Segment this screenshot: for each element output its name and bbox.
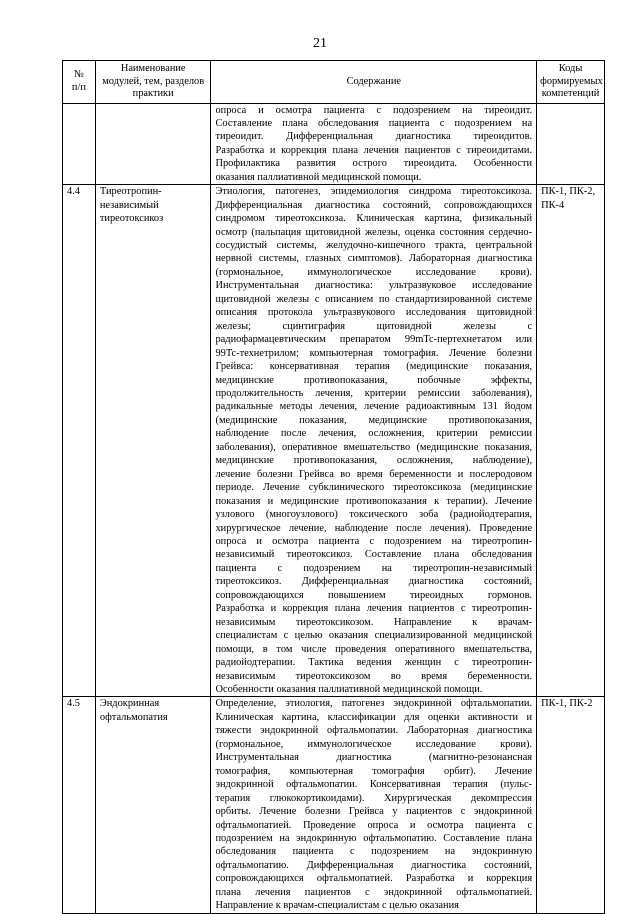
header-name-line: модулей, тем, разделов <box>102 75 205 87</box>
content-line: (гормональное, иммунологическое исследование крови). <box>215 738 533 750</box>
content-line: опроса и осмотра пациента с подозрением на тиреоидит. <box>215 104 533 116</box>
row-content <box>211 103 537 185</box>
row-competency-codes <box>537 103 605 185</box>
content-line: синдромом тиреотоксикоза. Клиническая картина, физикальный <box>215 213 533 225</box>
row-content <box>211 185 537 697</box>
content-line: тяжести эндокринной офтальмопатии. Лабораторная диагностика <box>215 725 533 737</box>
content-line: терапия глюкокортикоидами). Хирургическая декомпрессия <box>215 792 533 804</box>
table-row <box>63 103 605 185</box>
row-content <box>211 697 537 913</box>
content-line: Этиология, патогенез, эпидемиология синдрома тиреотоксикоза. <box>215 186 533 198</box>
content-line: Разработка и коррекция плана лечения пациентов с тиреоидитами. <box>215 144 533 156</box>
header-module-name <box>95 61 211 104</box>
module-name-line: офтальмопатия <box>99 711 168 723</box>
content-line: помощи, в том числе проведения оперативного вмешательства, <box>215 643 533 655</box>
content-line: осмотр (пальпация щитовидной железы, оценка состояния сердечно- <box>215 226 533 238</box>
table-row <box>63 697 605 913</box>
header-codes-line: Коды <box>558 63 583 74</box>
table-row <box>63 185 605 697</box>
content-line: сосудистый системы, желудочно-кишечного тракта, центральной <box>215 240 533 252</box>
content-line: Дифференциальная диагностика состояний, сопровождающихся <box>215 199 533 211</box>
content-line: Инструментальная диагностика (магнитно-резонансная <box>215 752 533 764</box>
content-line: офтальмопатией. Проведение опроса и осмотра пациента с <box>215 819 533 831</box>
content-line: Особенности оказания паллиативной медицинской помощи. <box>215 683 483 695</box>
header-competency-codes <box>537 61 605 104</box>
page-number: 21 <box>313 36 327 51</box>
module-name-line: Тиреотропин- <box>99 186 162 198</box>
content-line: нервной системы, глазных симптомов). Лабораторная диагностика <box>215 253 533 265</box>
content-line: медицинские противопоказания, побочные эффекты, <box>215 374 533 386</box>
content-line: Составление плана обследования пациента с подозрением на <box>215 117 533 129</box>
header-codes-line: компетенций <box>541 88 600 99</box>
content-line: радикальные методы лечения, лечение радиоактивным 131 йодом <box>215 401 533 413</box>
content-line: показания и медицинские противопоказания к терапии). Лечение <box>215 495 533 507</box>
content-line: обследования пациента с подозрением на эндокринную <box>215 846 533 858</box>
content-line: периоде. Лечение субклинического тиреотоксикоза (медицинские <box>215 482 533 494</box>
content-line: узлового (многоузлового) токсического зоба (радиойодтерапия, <box>215 509 533 521</box>
header-number-line: п/п <box>71 81 86 93</box>
curriculum-table <box>62 60 605 914</box>
content-line: железы; сцинтиграфия щитовидной железы с <box>215 320 533 332</box>
content-line: радиофармацевтическим препаратом 99mTc-пертехнетатом или <box>215 334 533 346</box>
content-line: эндокринной офтальмопатии. Консервативная терапия (пульс- <box>215 779 533 791</box>
content-line: независимым тиреотоксикозом во время беременности. <box>215 670 533 682</box>
content-line: наблюдение после лечения, осложнения, критерии ремиссии <box>215 428 533 440</box>
content-line: офтальмопатию. Дифференциальная диагностика состояний, <box>215 859 533 871</box>
module-name-line: Эндокринная <box>99 698 160 710</box>
row-competency-codes <box>537 697 605 913</box>
table-header-row <box>63 61 605 104</box>
competency-code-line: ПК-1, ПК-2, <box>541 186 596 198</box>
header-content-line: Содержание <box>346 75 402 87</box>
header-codes-line: формируемых <box>540 75 603 87</box>
competency-code-line: ПК-1, ПК-2 <box>541 698 593 710</box>
content-line: орбиты. Лечение болезни Грейвса у пациентов с эндокринной <box>215 806 533 818</box>
content-line: тиреоидит. Дифференциальная диагностика тиреоидитов. <box>215 131 533 143</box>
content-line: Инструментальная диагностика: ультразвуковое исследование <box>215 280 533 292</box>
content-line: Направление к врачам-специалистам с целью оказания <box>215 900 459 912</box>
content-line: 99Tc-технетрилом; компьютерная томография. Лечение болезни <box>215 347 533 359</box>
content-line: лечение болезни Грейвса во время беременности и послеродовом <box>215 468 533 480</box>
row-number: 4.4 <box>63 185 96 697</box>
header-name-line: практики <box>132 88 174 99</box>
content-line: сопровождающихся офтальмопатией. Разработка и коррекция <box>215 873 533 885</box>
row-number <box>63 103 96 185</box>
row-module-name <box>95 697 211 913</box>
row-module-name <box>95 185 211 697</box>
content-line: оказания паллиативной медицинской помощи. <box>215 171 422 183</box>
content-line: Клиническая картина, классификации для оценки активности и <box>215 711 533 723</box>
content-line: хирургическое лечение, наблюдение после лечения). Проведение <box>215 522 533 534</box>
module-name-line: тиреотоксикоз <box>99 213 164 225</box>
row-competency-codes <box>537 185 605 697</box>
content-line: медицинские противопоказания, осложнения, наблюдение), <box>215 455 533 467</box>
content-line: Определение, этиология, патогенез эндокринной офтальмопатии. <box>215 698 533 710</box>
content-line: продолжительность лечения, критерии ремиссии заболевания), <box>215 388 533 400</box>
header-number <box>63 61 96 104</box>
content-line: тиреотоксикоз. Дифференциальная диагностика состояний, <box>215 576 533 588</box>
header-name-line: Наименование <box>120 63 186 74</box>
content-line: пациента с подозрением на тиреотропин-независимый <box>215 562 533 574</box>
content-line: независимым тиреотоксикозом. Направление к врачам- <box>215 616 533 628</box>
content-line: Профилактика развития острого тиреоидита. Особенности <box>215 158 533 170</box>
content-line: независимый тиреотоксикоз. Составление плана обследования <box>215 549 533 561</box>
content-line: описания протокола ультразвукового исследования щитовидной <box>215 307 533 319</box>
content-line: специалистам с целью оказания специализированной медицинской <box>215 630 533 642</box>
content-line: (медицинские показания, медицинские противопоказания, <box>215 414 533 426</box>
header-content <box>211 61 537 104</box>
header-number-line: № <box>73 69 84 81</box>
content-line: Разработка и коррекция плана лечения пациентов с тиреотропин- <box>215 603 533 615</box>
content-line: щитовидной железы с описанием по стандартизированной системе <box>215 293 533 305</box>
content-line: опроса и осмотра пациента с подозрением на тиреотропин- <box>215 536 533 547</box>
row-number: 4.5 <box>63 697 96 913</box>
row-module-name <box>95 103 211 185</box>
content-line: радиойодтерапии. Тактика ведения женщин с тиреотропин- <box>215 657 533 669</box>
competency-code-line: ПК-4 <box>541 199 565 211</box>
content-line: Грейвса: консервативная терапия (медицинские показания, <box>215 361 533 373</box>
content-line: томография, компьютерная томография орбит). Лечение <box>215 765 533 777</box>
module-name-line: независимый <box>99 199 159 211</box>
content-line: заболевания), оперативное вмешательство (медицинские показания, <box>215 441 533 453</box>
content-line: подозрением на эндокринную офтальмопатию. Составление плана <box>215 832 533 844</box>
content-line: сопровождающихся повышением тиреоидных гормонов. <box>215 589 533 601</box>
content-line: (гормональное, иммунологическое исследование крови). <box>215 266 533 278</box>
content-line: плана лечения пациентов с эндокринной офтальмопатией. <box>215 886 533 898</box>
